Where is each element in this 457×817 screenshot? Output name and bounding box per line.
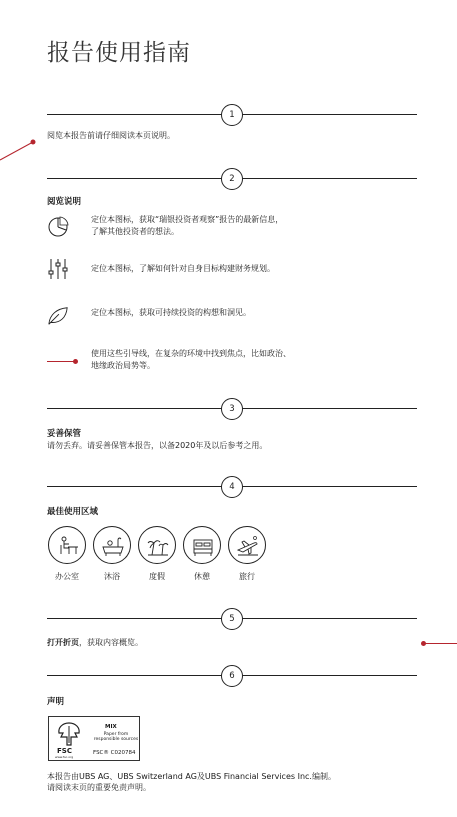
red-guide-line-sample bbox=[47, 361, 75, 362]
venue-label-bath: 沐浴 bbox=[104, 572, 120, 581]
intro-text: 阅览本报告前请仔细阅读本页说明。 bbox=[47, 131, 175, 140]
section-divider-1 bbox=[47, 104, 417, 126]
venue-label-travel: 旅行 bbox=[239, 572, 255, 581]
venue-label-vacation: 度假 bbox=[149, 572, 165, 581]
fsc-label bbox=[48, 716, 140, 761]
keep-text: 请勿丢弃。请妥善保管本报告，以备2020年及以后参考之用。 bbox=[47, 441, 268, 450]
best-use-heading: 最佳使用区域 bbox=[47, 507, 99, 517]
guide-text-pie: 定位本图标，获取“瑞银投资者观察”报告的最新信息， 了解其他投资者的想法。 bbox=[91, 215, 284, 236]
travel-icon bbox=[228, 526, 266, 564]
page-title: 报告使用指南 bbox=[47, 40, 191, 66]
section-number-6: 6 bbox=[221, 665, 243, 687]
section-number-4: 4 bbox=[221, 476, 243, 498]
statement-heading: 声明 bbox=[47, 697, 65, 707]
statement-text: 本报告由UBS AG、UBS Switzerland AG及UBS Financial Services Inc.编制。 请阅读末页的重要免责声明。 bbox=[47, 772, 336, 792]
foldout-rest: ，获取内容概览。 bbox=[79, 638, 143, 647]
section-number-5: 5 bbox=[221, 608, 243, 630]
guide-text-sliders: 定位本图标，了解如何针对自身目标构建财务规划。 bbox=[91, 264, 275, 273]
fsc-mix: MIX bbox=[105, 724, 117, 730]
bath-icon bbox=[93, 526, 131, 564]
section-number-3: 3 bbox=[221, 398, 243, 420]
foldout-text bbox=[47, 637, 143, 649]
red-guide-dot-right bbox=[421, 641, 426, 646]
guide-text-leaf: 定位本图标，获取可持续投资的构想和洞见。 bbox=[91, 308, 251, 317]
section-divider-4 bbox=[47, 476, 417, 498]
office-icon bbox=[48, 526, 86, 564]
leaf-icon bbox=[47, 305, 69, 327]
venue-label-rest: 休憩 bbox=[194, 572, 210, 581]
fsc-paper: Paper from responsible sources bbox=[93, 732, 139, 742]
venue-label-office: 办公室 bbox=[55, 572, 79, 581]
reading-heading: 阅览说明 bbox=[47, 197, 82, 207]
section-divider-3 bbox=[47, 398, 417, 420]
fsc-url: www.fsc.org bbox=[55, 755, 74, 759]
fsc-tree-icon bbox=[54, 721, 84, 747]
section-divider-2 bbox=[47, 168, 417, 190]
keep-heading: 妥善保管 bbox=[47, 429, 82, 439]
section-divider-6 bbox=[47, 665, 417, 687]
red-guide-line-top bbox=[0, 110, 40, 165]
vacation-icon bbox=[138, 526, 176, 564]
section-divider-5 bbox=[47, 608, 417, 630]
section-number-1: 1 bbox=[221, 104, 243, 126]
guide-text-redline: 使用这些引导线，在复杂的环境中找到焦点，比如政治、 地缘政治局势等。 bbox=[91, 349, 291, 370]
fsc-code: FSC® C020784 bbox=[93, 750, 136, 756]
pie-chart-icon bbox=[47, 215, 69, 237]
rest-icon bbox=[183, 526, 221, 564]
fsc-logo-word: FSC bbox=[57, 747, 72, 755]
section-number-2: 2 bbox=[221, 168, 243, 190]
sliders-icon bbox=[47, 258, 69, 280]
red-guide-line-right bbox=[424, 643, 457, 644]
red-guide-dot bbox=[73, 359, 78, 364]
foldout-bold: 打开折页 bbox=[47, 638, 79, 647]
